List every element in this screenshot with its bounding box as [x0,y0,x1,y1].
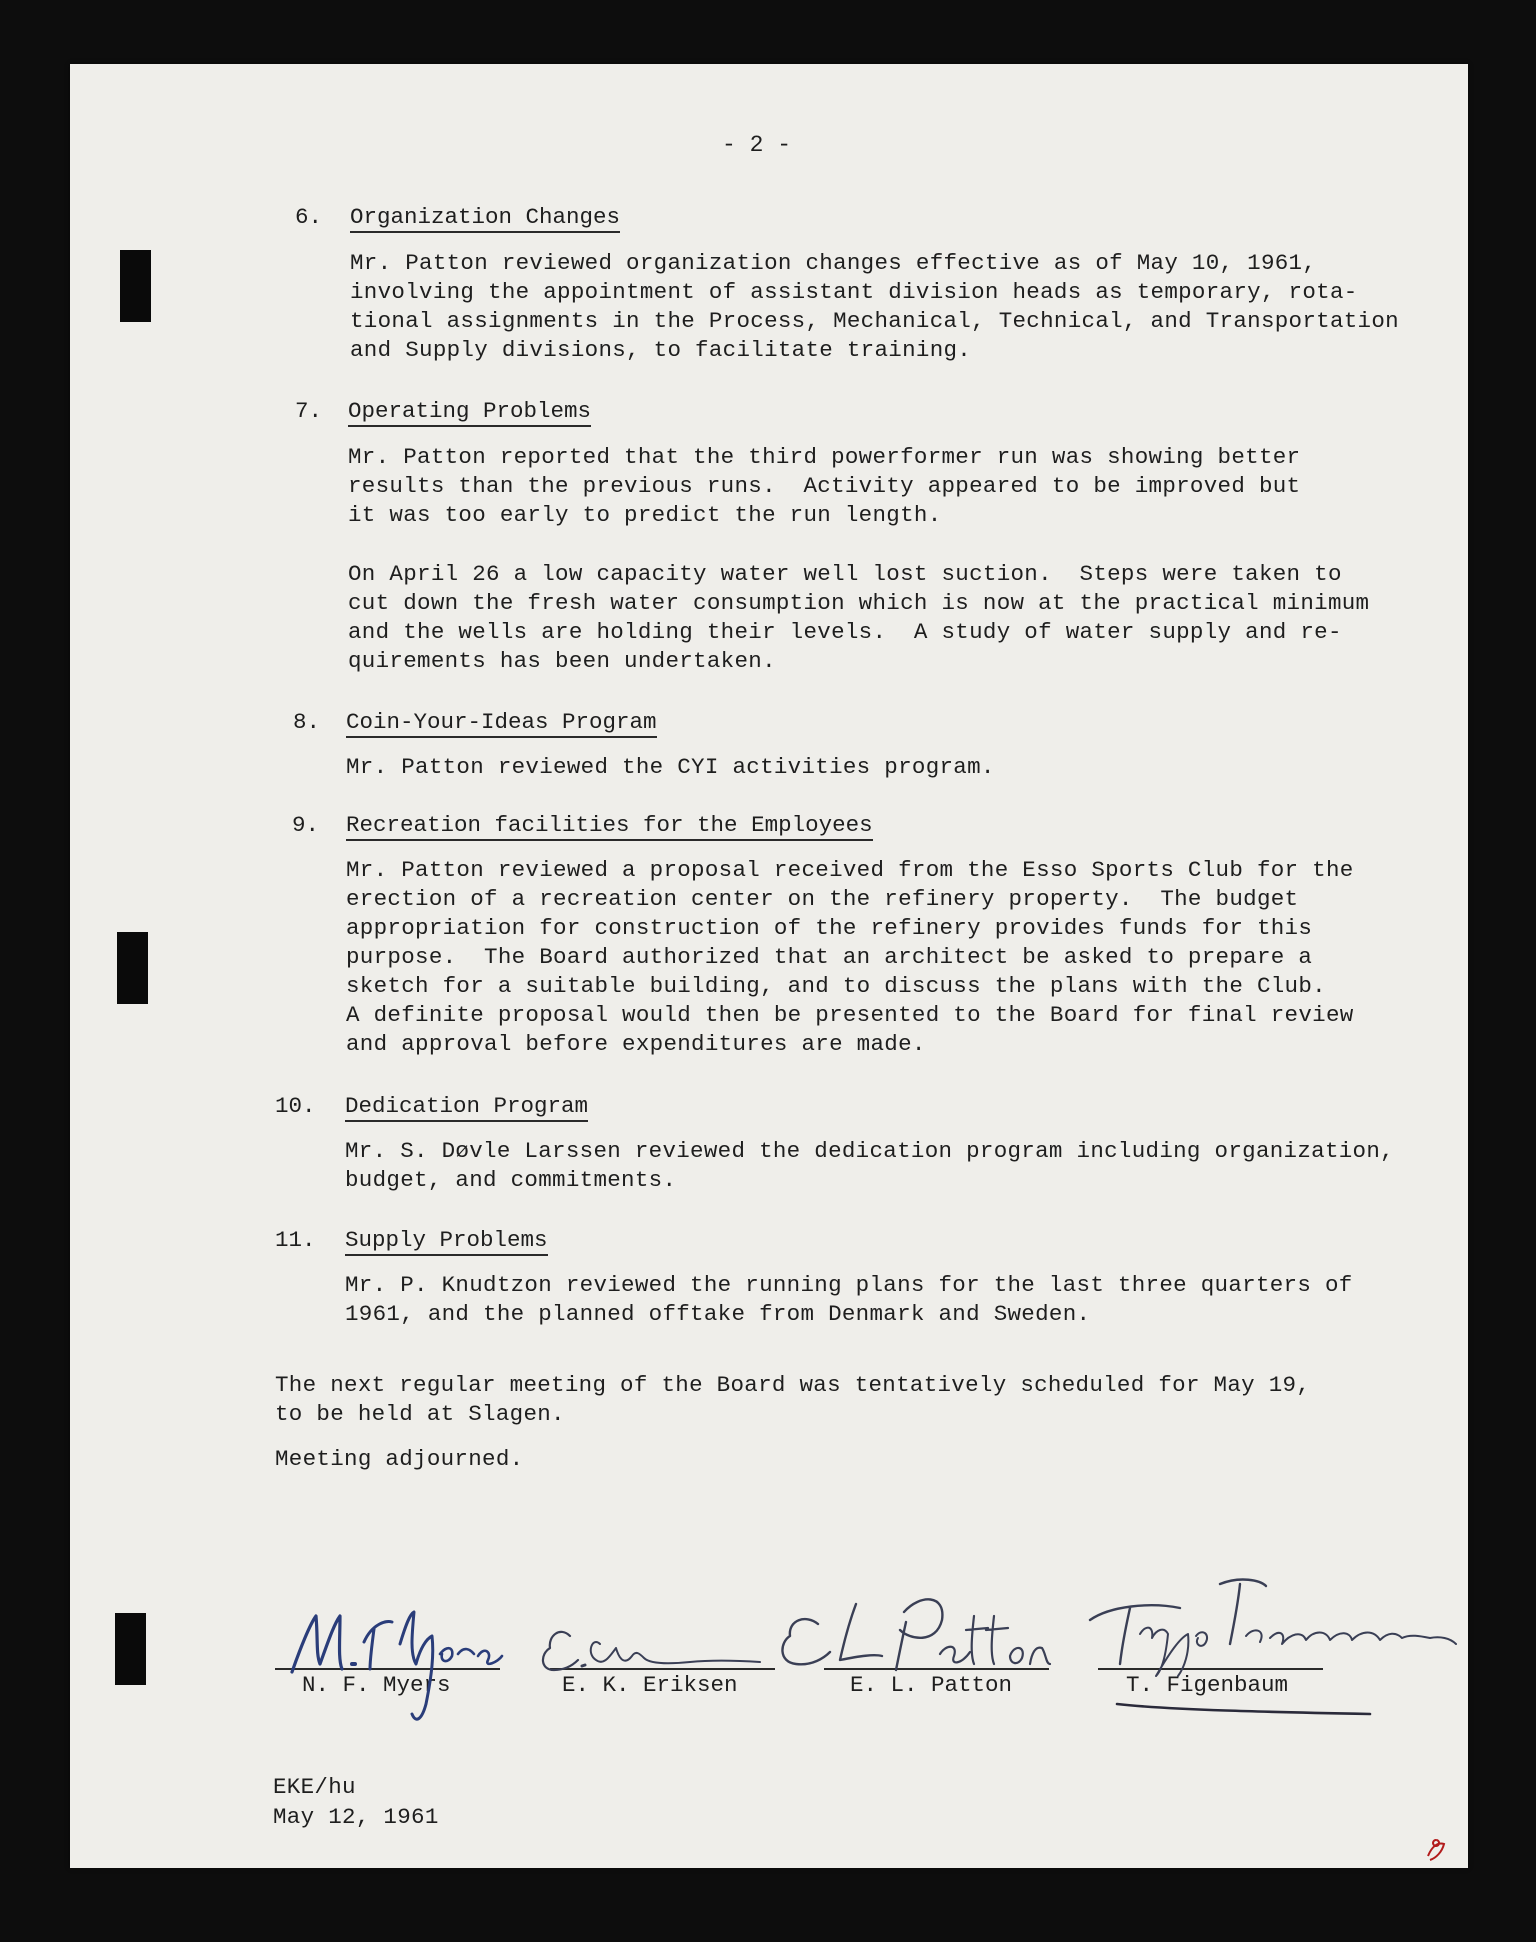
item-number: 11. [275,1227,316,1253]
text-line: appropriation for construction of the refinery provides funds for this [346,915,1313,941]
text-line: cut down the fresh water consumption which is now at the practical minimum [348,590,1370,616]
text-line: 1961, and the planned offtake from Denmark and Sweden. [345,1301,1091,1327]
text-line: and Supply divisions, to facilitate training. [350,337,972,363]
text-line: Mr. Patton reported that the third powerformer run was showing better [348,444,1301,470]
archive-mark [1422,1830,1452,1866]
text-line: and approval before expenditures are made. [346,1031,926,1057]
text-line: Meeting adjourned. [275,1446,524,1472]
signatory-name: T. Figenbaum [1126,1672,1289,1698]
signatory-name: E. K. Eriksen [562,1672,738,1698]
text-line: A definite proposal would then be presented to the Board for final review [346,1002,1354,1028]
item-number: 8. [293,709,321,735]
signatory-name: E. L. Patton [850,1672,1013,1698]
signatory-name: N. F. Myers [302,1672,451,1698]
text-line: purpose. The Board authorized that an architect be asked to prepare a [346,944,1313,970]
item-number: 10. [275,1093,316,1119]
item-heading: Organization Changes [350,204,620,233]
typist-initials: EKE/hu [273,1774,356,1800]
document-date: May 12, 1961 [273,1804,439,1830]
text-line: The next regular meeting of the Board was tentatively scheduled for May 19, [275,1372,1311,1398]
text-line: On April 26 a low capacity water well lost suction. Steps were taken to [348,561,1342,587]
text-line: Mr. Patton reviewed a proposal received from the Esso Sports Club for the [346,857,1354,883]
text-line: budget, and commitments. [345,1167,677,1193]
text-line: sketch for a suitable building, and to discuss the plans with the Club. [346,973,1326,999]
handwritten-signatures [70,64,1468,1868]
text-line: quirements has been undertaken. [348,648,776,674]
item-heading: Recreation facilities for the Employees [346,812,873,841]
text-line: to be held at Slagen. [275,1401,565,1427]
text-line: Mr. P. Knudtzon reviewed the running plans for the last three quarters of [345,1272,1353,1298]
text-line: involving the appointment of assistant division heads as temporary, rota- [350,279,1358,305]
item-number: 6. [295,204,323,230]
text-line: erection of a recreation center on the refinery property. The budget [346,886,1299,912]
text-line: and the wells are holding their levels. A study of water supply and re- [348,619,1342,645]
text-line: it was too early to predict the run length. [348,502,942,528]
text-line: results than the previous runs. Activity appeared to be improved but [348,473,1301,499]
item-heading: Supply Problems [345,1227,548,1256]
item-heading: Operating Problems [348,398,591,427]
item-number: 7. [295,398,323,424]
item-heading: Dedication Program [345,1093,588,1122]
item-number: 9. [292,812,320,838]
text-line: Mr. Patton reviewed the CYI activities program. [346,754,995,780]
text-line: Mr. S. Døvle Larssen reviewed the dedication program including organization, [345,1138,1394,1164]
page-number: - 2 - [722,132,792,158]
text-line: tional assignments in the Process, Mechanical, Technical, and Transportation [350,308,1399,334]
document-page [70,64,1468,1868]
item-heading: Coin-Your-Ideas Program [346,709,657,738]
text-line: Mr. Patton reviewed organization changes effective as of May 10, 1961, [350,250,1317,276]
typed-minutes [70,64,1468,1868]
